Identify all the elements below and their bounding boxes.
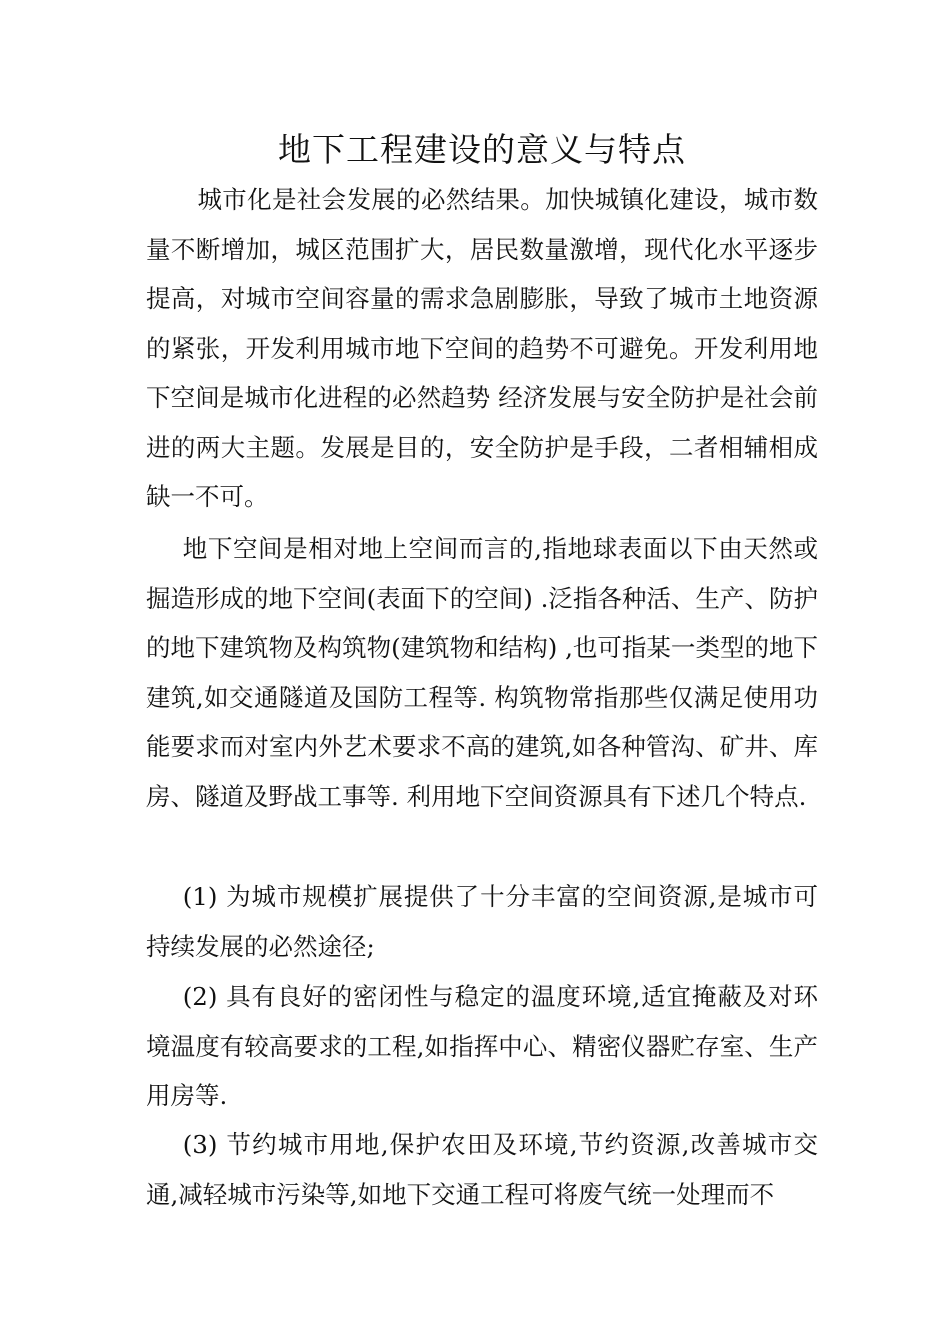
paragraph-urbanization: 城市化是社会发展的必然结果。加快城镇化建设，城市数量不断增加，城区范围扩大，居民数量激增，现代化水平逐步提高，对城市空间容量的需求急剧膨胀，导致了城市土地资源的紧张，开发利用城市地下空间的趋势不可避免。开发利用地下空间是城市化进程的必然趋势 经济发展与安全防护是社会前进的两大主题。发展是目的，安全防护是手段，二者相辅相成缺一不可。 <box>146 185 818 511</box>
paragraph-feature-2: (2) 具有良好的密闭性与稳定的温度环境,适宜掩蔽及对环境温度有较高要求的工程,如指挥中心、精密仪器贮存室、生产用房等. <box>146 982 818 1110</box>
paragraph-feature-3: (3) 节约城市用地,保护农田及环境,节约资源,改善城市交通,减轻城市污染等,如地下交通工程可将废气统一处理而不 <box>146 1130 818 1209</box>
document-title: 地下工程建设的意义与特点 <box>278 130 686 169</box>
paragraph-feature-1: (1) 为城市规模扩展提供了十分丰富的空间资源,是城市可持续发展的必然途径; <box>146 882 818 961</box>
paragraph-underground-space-definition: 地下空间是相对地上空间而言的,指地球表面以下由天然或掘造形成的地下空间(表面下的空间) .泛指各种活、生产、防护的地下建筑物及构筑物(建筑物和结构) ,也可指某一类型的地下建筑,如交通隧道及国防工程等. 构筑物常指那些仅满足使用功能要求而对室内外艺术要求不高的建筑,如各种管沟、矿井、库房、隧道及野战工事等. 利用地下空间资源具有下述几个特点. <box>146 534 818 811</box>
